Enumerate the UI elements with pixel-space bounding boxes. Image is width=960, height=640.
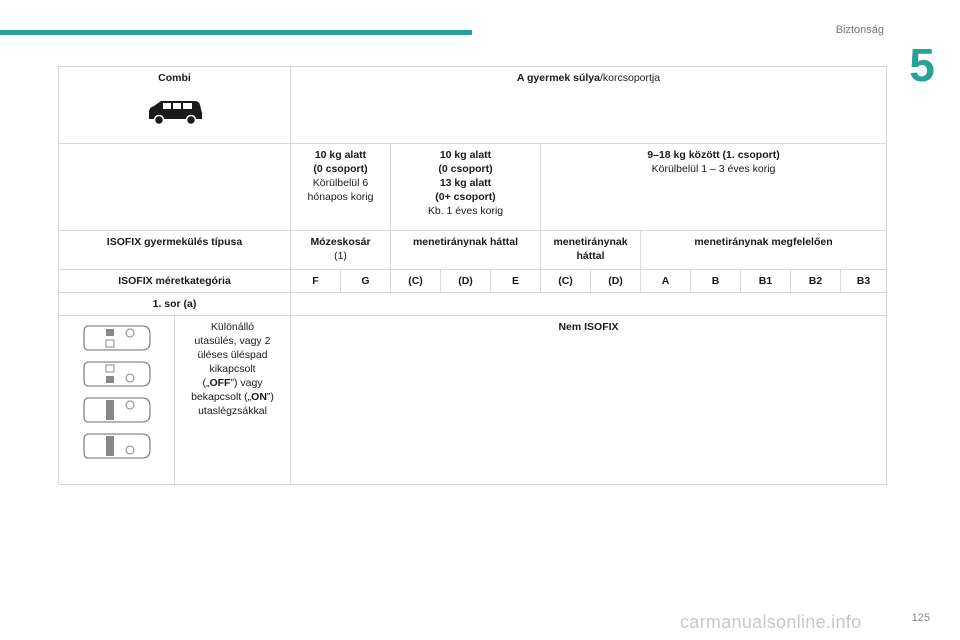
- size-cell: (C): [541, 270, 591, 293]
- result-cell: Nem ISOFIX: [291, 316, 887, 485]
- size-cell: F: [291, 270, 341, 293]
- seat-description: Különálló utasülés, vagy 2 üléses üléspad kikapcsolt („OFF”) vagy bekapcsolt („ON”) utaslégzsákkal: [175, 316, 291, 485]
- size-cell: A: [641, 270, 691, 293]
- size-cell: G: [341, 270, 391, 293]
- size-cell: B3: [841, 270, 887, 293]
- combi-label: Combi: [158, 72, 191, 84]
- type-rearward: menetiránynak háttal: [391, 231, 541, 270]
- seat-diagram-cell: [59, 316, 175, 485]
- seat-layout-icon: [82, 430, 152, 462]
- size-cell: E: [491, 270, 541, 293]
- type-rearward-2: menetiránynak háttal: [541, 231, 641, 270]
- size-cell: B1: [741, 270, 791, 293]
- size-cell: (D): [441, 270, 491, 293]
- seat-layout-icon: [82, 394, 152, 426]
- isofix-table: [58, 66, 887, 485]
- empty-cell: [59, 144, 291, 231]
- header-accent-bar: [0, 30, 472, 35]
- isofix-type-label: ISOFIX gyermekülés típusa: [59, 231, 291, 270]
- type-mozeskosar: Mózeskosár (1): [291, 231, 391, 270]
- size-cell: (D): [591, 270, 641, 293]
- page-number: 125: [911, 612, 930, 624]
- empty-cell: [291, 293, 887, 316]
- size-cell: (C): [391, 270, 441, 293]
- seat-layout-icon: [82, 322, 152, 354]
- type-forward: menetiránynak megfelelően: [641, 231, 887, 270]
- weight-heading: A gyermek súlya/korcsoportja: [291, 67, 887, 144]
- seat-layouts: [62, 320, 171, 462]
- group0-heading: 10 kg alatt (0 csoport) Körülbelül 6 hónapos korig: [291, 144, 391, 231]
- size-cell: B: [691, 270, 741, 293]
- van-car-icon: [145, 99, 205, 127]
- seat-layout-icon: [82, 358, 152, 390]
- combi-cell: [59, 67, 291, 144]
- section-label: Biztonság: [835, 24, 884, 36]
- group1-heading: 9–18 kg között (1. csoport) Körülbelül 1 – 3 éves korig: [541, 144, 887, 231]
- size-cell: B2: [791, 270, 841, 293]
- size-label: ISOFIX méretkategória: [59, 270, 291, 293]
- chapter-number: 5: [909, 39, 935, 91]
- watermark: carmanualsonline.info: [680, 612, 862, 632]
- group0plus-heading: 10 kg alatt (0 csoport) 13 kg alatt (0+ csoport) Kb. 1 éves korig: [391, 144, 541, 231]
- row-label: 1. sor (a): [59, 293, 291, 316]
